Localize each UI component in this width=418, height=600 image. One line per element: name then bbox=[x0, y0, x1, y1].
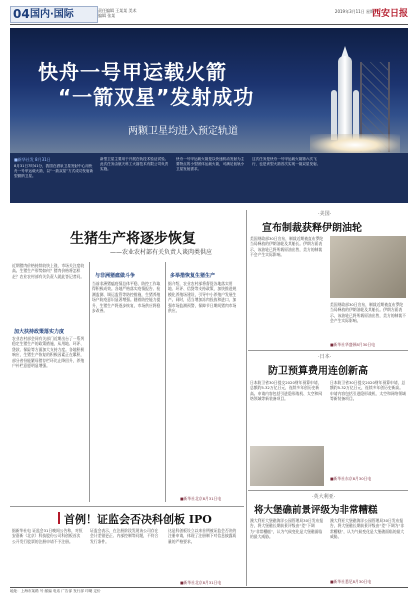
section-rule bbox=[248, 490, 408, 491]
pork-byline: ■新华社北京8月31日电 bbox=[180, 496, 222, 501]
headline-accent bbox=[58, 512, 60, 524]
caption-column: 8月31日7时41分，我国在酒泉卫星发射中心用快舟一号甲运载火箭，以“一箭双星”方式成功发射新型微纳卫星。 bbox=[14, 164, 94, 179]
japan-body-cont: 日本防卫省30日提交2020财年预算申请，总额约5.32万亿日元，连续多年创历史新高。申请内容包括引进隐形战机、太空和网络领域等新装备项目。 bbox=[330, 380, 406, 402]
japan-photo bbox=[250, 446, 324, 486]
caption-column: 新型卫星主要用于开展在轨技术验证试验。此次任务由航天科工火箭技术有限公司负责实施。 bbox=[100, 157, 169, 172]
usa-body-cont: 美国财政部30日宣布，制裁近期被直布罗陀当局释放的伊朗油轮及其船长。伊朗方面表示，该油轮已将所载原油出售，美方的制裁不会产生实际影响。 bbox=[330, 302, 406, 324]
pork-col2-body: 当前非洲猪瘟疫情总体平稳，防控工作取得积极成效。各地严格落实疫情报告、检测监测、调运监管等防控措施，生猪养殖场户防疫意识显著增强。随着防控能力提升，生猪生产将逐步恢复，市场供应将稳步改善。 bbox=[92, 281, 161, 314]
usa-headline: 宣布制裁获释伊朗油轮 bbox=[262, 223, 362, 234]
issue-date: 2019年3月11日 星期一 bbox=[334, 9, 378, 14]
hero-title-line2: “一箭双星”发射成功 bbox=[58, 85, 255, 109]
column-divider bbox=[165, 262, 166, 502]
section-number: 04 bbox=[13, 7, 30, 21]
usa-byline: ■新华社华盛顿8月30日电 bbox=[330, 342, 376, 347]
reef-headline: 将大堡礁前景评级为非常糟糕 bbox=[254, 505, 378, 516]
section-badge bbox=[10, 6, 98, 23]
column-divider bbox=[89, 262, 90, 502]
reef-body: 澳大利亚大堡礁海洋公园管理局30日发布报告，将大堡礁长期前景评级由“差”下调为“非常糟糕”，认为气候变化是大堡礁面临的最大威胁。 bbox=[250, 518, 324, 540]
page-column-divider bbox=[246, 210, 247, 586]
japan-headline: 防卫预算费用连创新高 bbox=[268, 366, 368, 377]
pork-section1-body: 农业农村部会同有关部门近期出台了一系列稳定生猪生产的政策措施，从用地、环评、贷款、保险等方面加大支持力度。各地积极响应，生猪生产恢复的积极因素正在累积，部分省份能繁母猪存栏环比止降回升，养殖户补栏意愿明显增强。 bbox=[12, 336, 85, 369]
header-rule bbox=[10, 24, 408, 25]
exhaust-plume bbox=[310, 134, 400, 153]
rocket-booster bbox=[353, 90, 359, 140]
newspaper-logo: 西安日报 bbox=[371, 9, 408, 19]
ipo-headline: 首例！证监会否决科创板 IPO bbox=[64, 513, 212, 526]
ipo-body-col3: 这是科创板设立以来首例被证监会否决的注册申请，体现了注册制下对信息披露质量的严格要求。 bbox=[168, 528, 237, 544]
japan-byline: ■新华社东京8月30日电 bbox=[330, 476, 372, 481]
ipo-body-col1: 据新华社电 证监会31日晚间公告称，对恒安嘉新（北京）科技股份公司科创板首次公开发行股票的注册申请不予注册。 bbox=[12, 528, 83, 544]
reef-byline: ■新华社悉尼8月30日电 bbox=[330, 579, 372, 584]
caption-column: 这次任务是快舟一号甲运载火箭第六次飞行，也是该型火箭首次实现一箭双星发射。 bbox=[252, 157, 321, 167]
pork-lead: 近期猪肉价格持续较快上涨，市场关注度较高。生猪生产形势如何？猪肉价格将怎样走？农业农村部有关负责人就此答记者问。 bbox=[12, 263, 85, 279]
page-footer: 地址：上海市某路 号 邮编 电话 广告部 发行部 印刷 定价 bbox=[10, 589, 101, 593]
japan-label: ·日本· bbox=[318, 354, 332, 360]
footer-rule bbox=[10, 587, 408, 588]
ipo-body-col2: 证监会表示，在注册阶段发现该公司存在会计差错更正、内部控制等问题，不符合发行条件。 bbox=[90, 528, 159, 544]
rocket-booster bbox=[331, 90, 337, 140]
japan-body: 日本防卫省30日提交2020财年预算申请，总额约5.32万亿日元，连续多年创历史新高。申请内容包括引进隐形战机、太空和网络领域等新装备项目。 bbox=[250, 380, 323, 402]
editor-credit: 责任编辑 王某某 美术编辑 张某 bbox=[98, 8, 137, 18]
reef-body-cont: 澳大利亚大堡礁海洋公园管理局30日发布报告，将大堡礁长期前景评级由“差”下调为“非常糟糕”，认为气候变化是大堡礁面临的最大威胁。 bbox=[330, 518, 405, 540]
pork-subhead: ——农业农村部有关负责人谈肉类供应 bbox=[110, 249, 213, 256]
hero-title-line1: 快舟一号甲运载火箭 bbox=[38, 60, 227, 84]
hero-caption-band bbox=[10, 153, 408, 203]
pork-col3-title: 多举措恢复生猪生产 bbox=[170, 273, 216, 279]
reef-label: ·英大利亚· bbox=[312, 494, 336, 500]
pork-col3-body: 据介绍，农业农村部将督促各地落实用地、环评、信贷等支持政策，加快推进规模化养殖场建设，引导中小养殖户发展生产。同时，适当增加冻肉投放和进口，加强市场监测预警，保障节日期间猪肉市场供应。 bbox=[168, 281, 237, 314]
section-rule bbox=[10, 506, 244, 507]
pork-headline: 生猪生产将逐步恢复 bbox=[70, 231, 196, 247]
ipo-byline: ■新华社北京8月31日电 bbox=[180, 580, 222, 585]
caption-column: 快舟一号甲运载火箭是以快速机动发射为主要特点的小型固体运载火箭，可满足低轨小卫星发射需求。 bbox=[176, 157, 245, 172]
rocket-icon bbox=[338, 56, 352, 142]
hero-subtitle: 两颗卫星均进入预定轨道 bbox=[128, 126, 238, 137]
section-name: 国内·国际 bbox=[30, 9, 74, 20]
pork-section1-title: 加大扶持政策落实力度 bbox=[14, 329, 65, 335]
pork-col2-title: 与非洲猪瘟做斗争 bbox=[95, 273, 136, 279]
tanker-photo bbox=[330, 236, 406, 298]
usa-label: ·美国· bbox=[318, 211, 332, 217]
usa-body: 美国财政部30日宣布，制裁近期被直布罗陀当局释放的伊朗油轮及其船长。伊朗方面表示，该油轮已将所载原油出售，美方的制裁不会产生实际影响。 bbox=[250, 236, 324, 258]
section-rule bbox=[248, 350, 408, 351]
caption-tag: ■新华社发 8月31日 bbox=[14, 157, 51, 162]
